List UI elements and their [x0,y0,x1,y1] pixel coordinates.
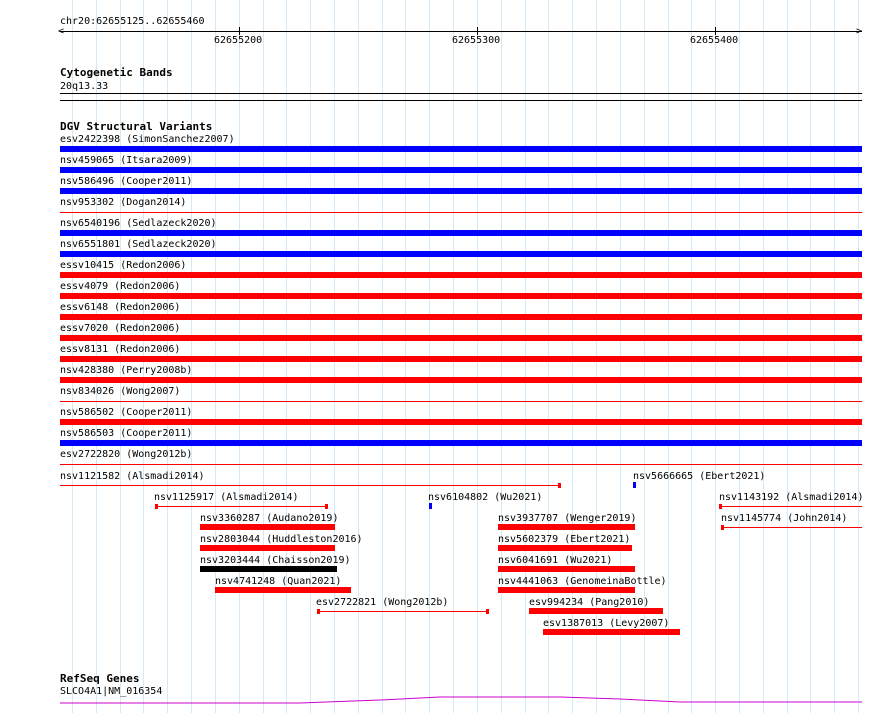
variant-label: nsv3360287 (Audano2019) [200,513,339,524]
ruler-tick-label: 62655300 [452,35,501,46]
ruler-tick-label: 62655400 [690,35,739,46]
refseq-track-title[interactable]: RefSeq Genes [60,672,140,685]
dgv-track-title[interactable]: DGV Structural Variants [60,120,213,133]
cytoband-label: 20q13.33 [60,81,109,92]
variant-label: nsv428380 (Perry2008b) [60,365,193,376]
variant-label: essv8131 (Redon2006) [60,344,181,355]
variant-label: nsv6540196 (Sedlazeck2020) [60,218,217,229]
refseq-gene-label: SLCO4A1|NM_016354 [60,686,163,697]
variant-label: nsv1125917 (Alsmadi2014) [154,492,299,503]
variant-label: nsv2803044 (Huddleston2016) [200,534,363,545]
variant-label: essv6148 (Redon2006) [60,302,181,313]
variant-label: esv2722820 (Wong2012b) [60,449,193,460]
ruler-left-arrow[interactable]: < [58,26,65,37]
variant-label: nsv6551801 (Sedlazeck2020) [60,239,217,250]
variant-label: nsv6041691 (Wu2021) [498,555,613,566]
variant-label: nsv1121582 (Alsmadi2014) [60,471,205,482]
variant-label: nsv1145774 (John2014) [721,513,848,524]
variant-label: nsv586502 (Cooper2011) [60,407,193,418]
variant-label: nsv3937707 (Wenger2019) [498,513,637,524]
ruler-tick-label: 62655200 [214,35,263,46]
variant-label: esv1387013 (Levy2007) [543,618,670,629]
variant-label: nsv5666665 (Ebert2021) [633,471,766,482]
variant-label: nsv459065 (Itsara2009) [60,155,193,166]
variant-label: nsv3203444 (Chaisson2019) [200,555,351,566]
ruler-region-label: chr20:62655125..62655460 [60,16,205,27]
variant-label: nsv586503 (Cooper2011) [60,428,193,439]
variant-label: essv7020 (Redon2006) [60,323,181,334]
cytoband-track-title[interactable]: Cytogenetic Bands [60,66,173,79]
variant-label: nsv586496 (Cooper2011) [60,176,193,187]
ruler-right-arrow[interactable]: > [856,26,863,37]
variant-label: nsv953302 (Dogan2014) [60,197,187,208]
variant-label: essv10415 (Redon2006) [60,260,187,271]
variant-label: nsv5602379 (Ebert2021) [498,534,631,545]
variant-label: essv4079 (Redon2006) [60,281,181,292]
variant-label: esv2722821 (Wong2012b) [316,597,449,608]
variant-label: nsv4441063 (GenomeinaBottle) [498,576,667,587]
variant-label: nsv6104802 (Wu2021) [428,492,543,503]
variant-label: nsv4741248 (Quan2021) [215,576,342,587]
variant-label: nsv1143192 (Alsmadi2014) [719,492,864,503]
variant-label: nsv834026 (Wong2007) [60,386,181,397]
refseq-intron-line[interactable] [60,697,862,703]
variant-label: esv994234 (Pang2010) [529,597,650,608]
variant-label: esv2422398 (SimonSanchez2007) [60,134,235,145]
